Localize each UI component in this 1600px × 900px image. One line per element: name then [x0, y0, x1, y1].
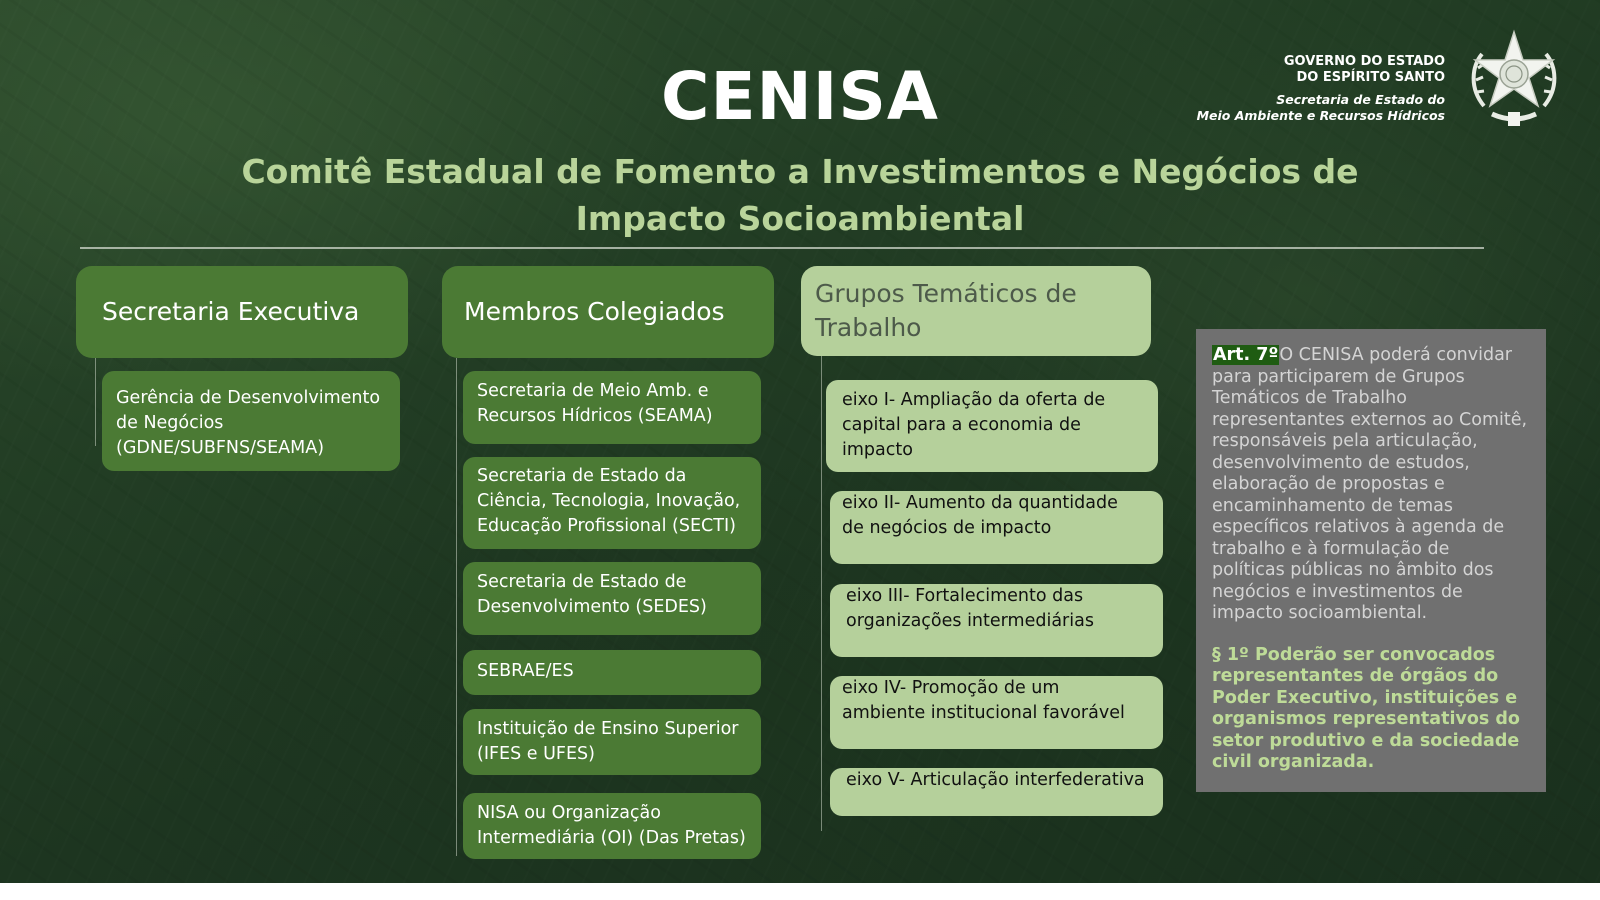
state-coat-of-arms-icon: [1464, 28, 1564, 132]
item-line: Educação Profissional (SECTI): [477, 516, 736, 536]
paragraph-text: § 1º Poderão ser convocados: [1212, 644, 1496, 665]
item-line: eixo I- Ampliação da oferta de: [842, 390, 1106, 410]
member-sebrae: [463, 650, 761, 695]
subtitle-line: Comitê Estadual de Fomento a Investimentos e Negócios de: [241, 152, 1359, 191]
item-line: ambiente institucional favorável: [842, 703, 1125, 723]
member-sedes: [463, 562, 761, 635]
article-text: representantes externos ao Comitê,: [1212, 409, 1528, 430]
item-line: de Negócios: [116, 413, 224, 433]
page-title: CENISA: [661, 58, 939, 135]
item-line: Secretaria de Estado da: [477, 466, 687, 486]
eixo-3: [830, 584, 1163, 657]
item-line: Desenvolvimento (SEDES): [477, 597, 707, 617]
article-text: políticas públicas no âmbito dos: [1212, 560, 1494, 580]
item-line: (GDNE/SUBFNS/SEAMA): [116, 438, 325, 458]
item-line: Instituição de Ensino Superior: [477, 719, 739, 739]
member-ies: [463, 709, 761, 775]
item-line: eixo III- Fortalecimento das: [846, 586, 1084, 606]
item-line: eixo II- Aumento da quantidade: [842, 493, 1118, 513]
article-text: negócios e investimentos de: [1212, 581, 1463, 602]
paragraph-text: representantes de órgãos do: [1212, 666, 1499, 686]
secretariat-line: Meio Ambiente e Recursos Hídricos: [1196, 108, 1445, 123]
item-line: capital para a economia de: [842, 415, 1081, 435]
gov-line: GOVERNO DO ESTADO: [1283, 54, 1445, 69]
article-text: encaminhamento de temas: [1212, 495, 1454, 516]
eixo-2: [830, 491, 1163, 564]
item-line: eixo V- Articulação interfederativa: [846, 770, 1145, 790]
article-text: para participarem de Grupos: [1212, 366, 1465, 387]
column-title: Secretaria Executiva: [102, 297, 360, 326]
item-line: Recursos Hídricos (SEAMA): [477, 406, 713, 426]
item-line: de negócios de impacto: [842, 518, 1052, 538]
page-subtitle: [200, 148, 1400, 242]
subtitle-line: Impacto Socioambiental: [575, 199, 1025, 238]
item-line: Secretaria de Meio Amb. e: [477, 381, 709, 401]
item-line: Intermediária (OI) (Das Pretas): [477, 828, 746, 848]
article-text: trabalho e à formulação de: [1212, 538, 1450, 559]
item-line: eixo IV- Promoção de um: [842, 678, 1060, 698]
article-text: Temáticos de Trabalho: [1212, 388, 1407, 408]
column-title: Grupos Temáticos de: [815, 279, 1077, 308]
eixo-1: [826, 380, 1158, 472]
article-7-panel: [1196, 329, 1546, 792]
member-seama: [463, 371, 761, 444]
item-line: (IFES e UFES): [477, 744, 595, 764]
gdne-box: [102, 371, 400, 471]
item-line: Secretaria de Estado de: [477, 572, 687, 592]
paragraph-text: organismos representativos do: [1212, 709, 1520, 729]
paragraph-text: setor produtivo e da sociedade: [1212, 730, 1520, 751]
column-title: Trabalho: [815, 313, 922, 342]
membros-colegiados-header: [442, 266, 774, 358]
eixo-4: [830, 676, 1163, 749]
column-title: Membros Colegiados: [464, 297, 725, 326]
item-line: organizações intermediárias: [846, 611, 1094, 631]
item-line: impacto: [842, 440, 913, 460]
item-line: NISA ou Organização: [477, 803, 661, 823]
member-secti: [463, 457, 761, 549]
government-branding: [1197, 54, 1445, 124]
secretariat-line: Secretaria de Estado do: [1276, 92, 1445, 107]
article-text: desenvolvimento de estudos,: [1212, 452, 1470, 473]
article-text: impacto socioambiental.: [1212, 603, 1428, 623]
eixo-5: [830, 768, 1163, 816]
connector-line: [456, 358, 457, 856]
paragraph-text: civil organizada.: [1212, 752, 1375, 772]
gov-line: DO ESPÍRITO SANTO: [1296, 70, 1445, 85]
item-line: Ciência, Tecnologia, Inovação,: [477, 491, 741, 511]
article-text: elaboração de propostas e: [1212, 474, 1445, 494]
article-label: Art. 7º: [1213, 345, 1279, 365]
header-divider: [80, 247, 1484, 249]
grupos-tematicos-header: [801, 266, 1151, 356]
article-text: responsáveis pela articulação,: [1212, 431, 1478, 451]
article-text: O CENISA poderá convidar: [1279, 345, 1512, 365]
paragraph-1: [1212, 645, 1532, 774]
item-line: SEBRAE/ES: [477, 661, 574, 681]
connector-line: [95, 358, 96, 446]
secretaria-executiva-header: [76, 266, 408, 358]
member-nisa: [463, 793, 761, 859]
connector-line: [821, 356, 822, 831]
item-line: Gerência de Desenvolvimento: [116, 388, 381, 408]
article-text: específicos relativos à agenda de: [1212, 517, 1505, 537]
paragraph-text: Poder Executivo, instituições e: [1212, 687, 1518, 708]
